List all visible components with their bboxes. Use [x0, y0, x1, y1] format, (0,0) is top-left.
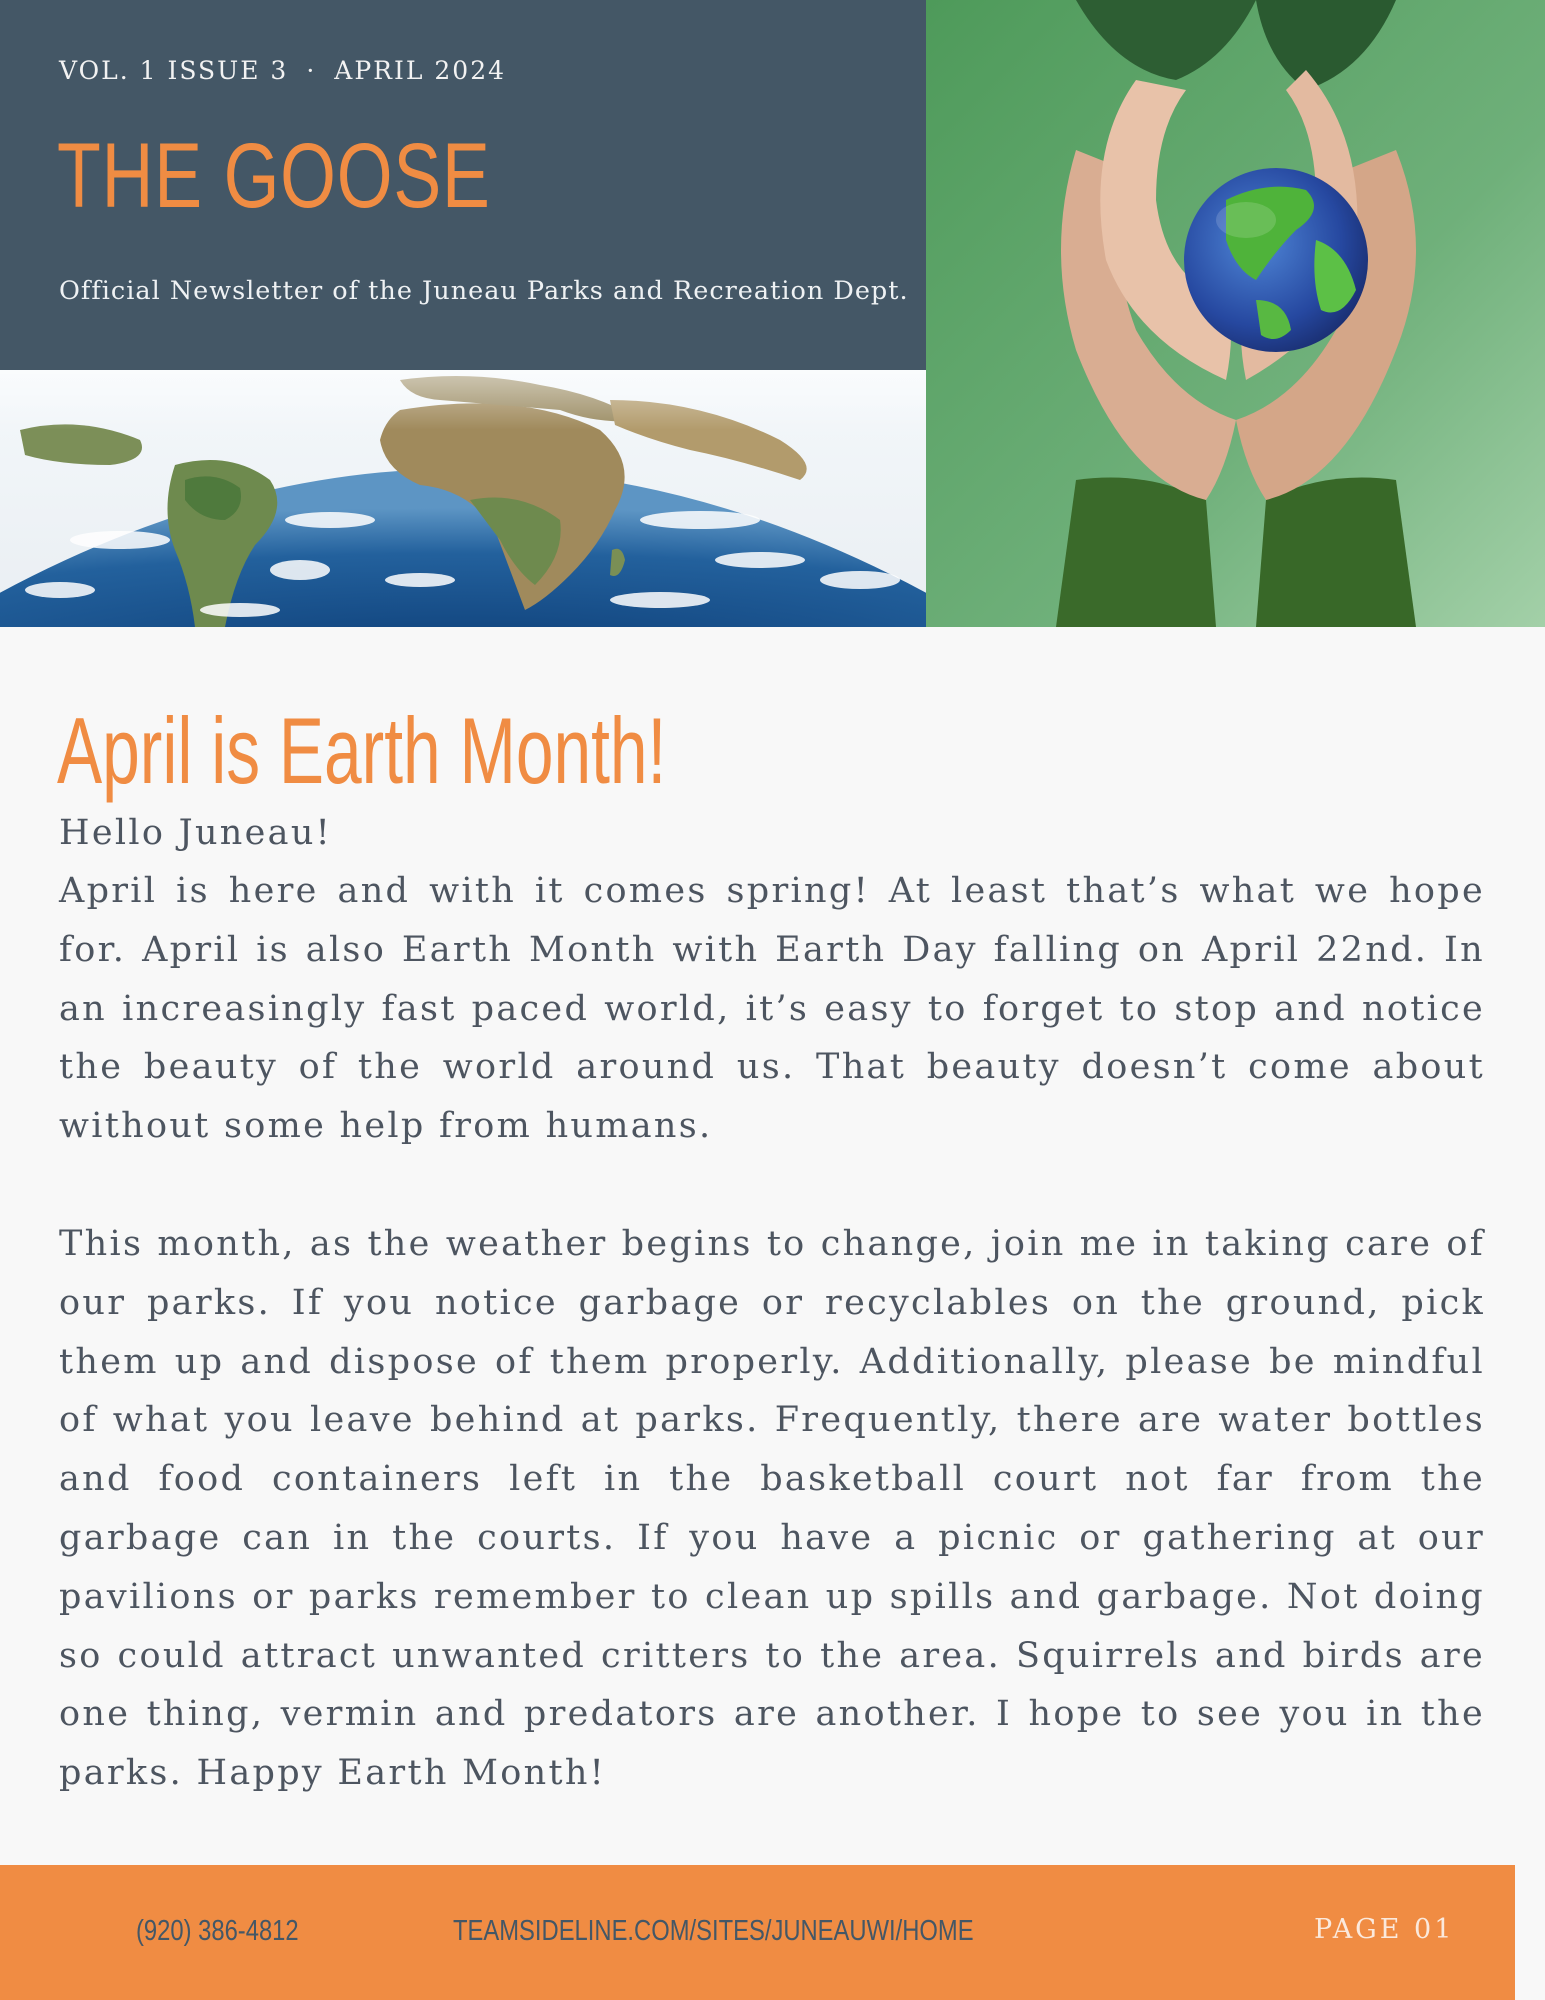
- newsletter-title: THE GOOSE: [57, 125, 491, 227]
- issue-number: VOL. 1 ISSUE 3: [59, 56, 289, 85]
- footer-phone: (920) 386-4812: [136, 1915, 299, 1947]
- article-title: April is Earth Month!: [57, 698, 667, 803]
- issue-separator: ·: [306, 56, 317, 85]
- newsletter-subtitle: Official Newsletter of the Juneau Parks and Recreation Dept.: [59, 276, 909, 306]
- page-number: PAGE 01: [1314, 1914, 1455, 1945]
- footer: [0, 1865, 1515, 2000]
- article-greeting: Hello Juneau!: [59, 813, 333, 853]
- hands-holding-globe-image: [926, 0, 1545, 627]
- article-paragraph-2: This month, as the weather begins to change, join me in taking care of our parks. If you notice garbage or recyclables on the ground, pick them up and dispose of them properly. Additionally, please be mindful of what you leave behind at parks. Frequently, there are water bottles and food containers left in the basketball court not far from the garbage can in the courts. If you have a picnic or gathering at our pavilions or parks remember to clean up spills and garbage. Not doing so could attract unwanted critters to the area. Squirrels and birds are one thing, vermin and predators are another. I hope to see you in the parks. Happy Earth Month!: [59, 1224, 1485, 1794]
- earth-from-space-image: [0, 370, 926, 627]
- footer-website: TEAMSIDELINE.COM/SITES/JUNEAUWI/HOME: [453, 1915, 974, 1947]
- article-paragraph-1: April is here and with it comes spring! At least that’s what we hope for. April is also Earth Month with Earth Day falling on April 22nd. In an increasingly fast paced world, it’s easy to forget to stop and notice the beauty of the world around us. That beauty doesn’t come about without some help from humans.: [59, 871, 1485, 1147]
- issue-line: [59, 56, 506, 85]
- issue-date: APRIL 2024: [334, 56, 507, 85]
- masthead: [0, 0, 926, 370]
